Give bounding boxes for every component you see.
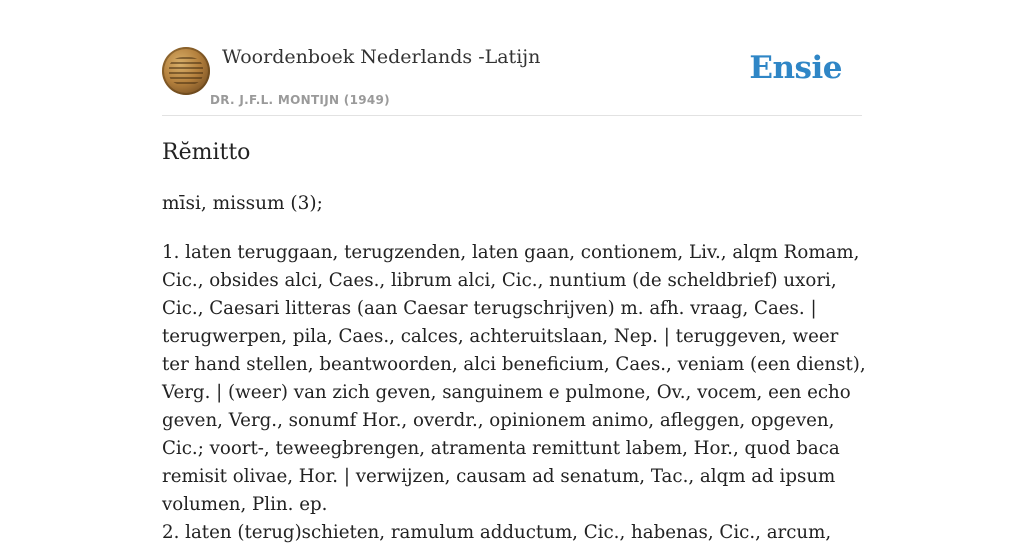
ancient-coin-icon[interactable] <box>162 47 210 95</box>
entry-forms: mīsi, missum (3); <box>162 193 323 214</box>
ensie-logo[interactable]: Ensie <box>749 50 842 86</box>
entry-headword: Rĕmitto <box>162 140 251 165</box>
coin-inscription <box>169 57 203 85</box>
book-author: DR. J.F.L. MONTIJN (1949) <box>210 93 390 107</box>
book-title[interactable]: Woordenboek Nederlands -Latijn <box>222 46 541 68</box>
entry-definition <box>162 239 866 547</box>
site-header <box>162 44 862 116</box>
definition-sense: 2. laten (terug)schieten, ramulum adductum, Cic., habenas, Cic., arcum, <box>162 522 832 543</box>
definition-sense: 1. laten teruggaan, terugzenden, laten gaan, contionem, Liv., alqm Romam, Cic., obsides alci, Caes., librum alci, Cic., nuntium (de scheldbrief) uxori, Cic., Caesari litteras (aan Caesar terugschrijven) m. afh. vraag, Caes. | terugwerpen, pila, Caes., calces, achteruitslaan, Nep. | teruggeven, weer ter hand stellen, beantwoorden, alci beneficium, Caes., veniam (een dienst), Verg. | (weer) van zich geven, sanguinem e pulmone, Ov., vocem, een echo geven, Verg., sonumf Hor., overdr., opinionem animo, afleggen, opgeven, Cic.; voort-, teweegbrengen, atramenta remittunt labem, Hor., quod baca remisit olivae, Hor. | verwijzen, causam ad senatum, Tac., alqm ad ipsum volumen, Plin. ep. <box>162 242 866 515</box>
